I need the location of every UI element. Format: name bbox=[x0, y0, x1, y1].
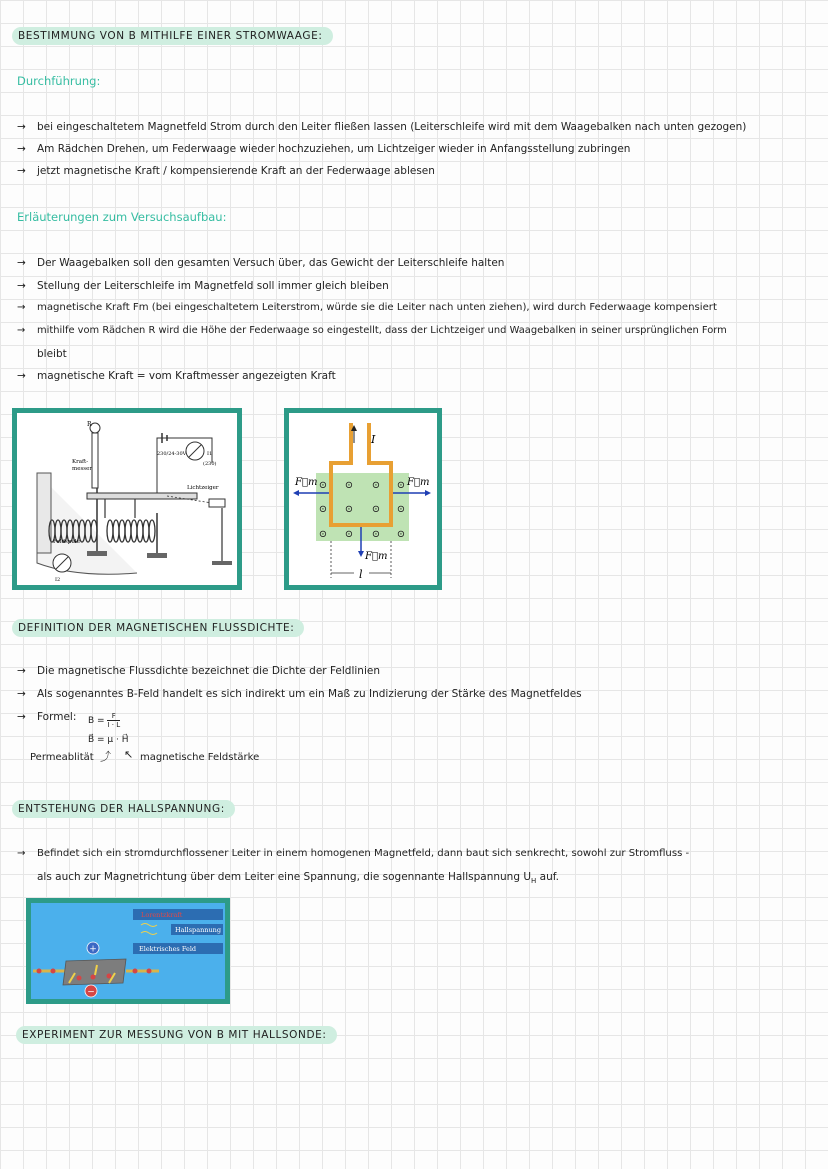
list-item: → magnetische Kraft = vom Kraftmesser angezeigten Kraft bbox=[17, 370, 336, 382]
label-force-right: F⃗m bbox=[407, 477, 430, 488]
list-item: → Befindet sich ein stromdurchflossener Leiter in einem homogenen Magnetfeld, dann baut sich senkrecht, sowohl zur Stromfluss - bbox=[17, 848, 690, 859]
figure-stromwaage-apparatus bbox=[12, 408, 242, 590]
list-item: → jetzt magnetische Kraft / kompensierende Kraft an der Federwaage ablesen bbox=[17, 165, 435, 177]
curved-arrow-icon: ⤴ bbox=[100, 750, 111, 763]
subheading-erlaeuterungen: Erläuterungen zum Versuchsaufbau: bbox=[17, 210, 227, 224]
label-force-left: F⃗m bbox=[295, 477, 318, 488]
list-item: → Stellung der Leiterschleife im Magnetfeld soll immer gleich bleiben bbox=[17, 280, 389, 292]
list-item: → Am Rädchen Drehen, um Federwaage wieder hochzuziehen, um Lichtzeiger wieder in Anfangsstellung zubringen bbox=[17, 143, 631, 155]
arrow-icon: → bbox=[17, 121, 26, 133]
svg-text:⊙: ⊙ bbox=[396, 504, 406, 515]
list-item-continuation: bleibt bbox=[37, 348, 67, 360]
svg-text:⊙: ⊙ bbox=[371, 504, 381, 515]
svg-text:⊙: ⊙ bbox=[344, 480, 354, 491]
section-heading-stromwaage: BESTIMMUNG VON B MITHILFE EINER STROMWAAGE: bbox=[12, 27, 333, 45]
label-r: R bbox=[87, 421, 92, 428]
arrow-icon: → bbox=[17, 711, 26, 723]
svg-text:⊙: ⊙ bbox=[344, 529, 354, 540]
label-voltage: 230/24-30V bbox=[157, 451, 187, 457]
arrow-icon: → bbox=[17, 848, 26, 859]
list-item: → bei eingeschaltetem Magnetfeld Strom durch den Leiter fließen lassen (Leiterschleife wird mit dem Waagebalken nach unten gezogen) bbox=[17, 121, 747, 133]
svg-text:Hallspannung: Hallspannung bbox=[175, 926, 221, 934]
section-heading-flussdichte: DEFINITION DER MAGNETISCHEN FLUSSDICHTE: bbox=[12, 619, 304, 637]
label-length: l bbox=[359, 568, 363, 581]
curved-arrow-icon: ↖ bbox=[124, 748, 134, 761]
list-item: → Die magnetische Flussdichte bezeichnet die Dichte der Feldlinien bbox=[17, 665, 380, 677]
svg-text:Elektrisches Feld: Elektrisches Feld bbox=[139, 945, 197, 953]
svg-text:⊙: ⊙ bbox=[396, 480, 406, 491]
list-item-continuation: als auch zur Magnetrichtung über dem Leiter eine Spannung, die sogennante Hallspannung $U_H$ auf. bbox=[37, 871, 559, 886]
list-item: → mithilfe vom Rädchen R wird die Höhe der Federwaage so eingestellt, dass der Lichtzeiger und Waagebalken in seiner ursprünglichen Form bbox=[17, 325, 727, 336]
svg-text:+: + bbox=[89, 944, 97, 955]
label-kraftmesser: Kraft- bbox=[72, 459, 89, 465]
list-item: → Formel: bbox=[17, 711, 77, 723]
label-permeabilitaet: Permeablität bbox=[30, 752, 94, 763]
label-lichtzeiger: Lichtzeiger bbox=[187, 485, 219, 491]
svg-text:⊙: ⊙ bbox=[396, 529, 406, 540]
svg-text:⊙: ⊙ bbox=[318, 504, 328, 515]
figure-hallspannung bbox=[26, 898, 230, 1004]
apparatus-drawing bbox=[17, 413, 237, 585]
label-force-bottom: F⃗m bbox=[365, 551, 388, 562]
section-heading-hallspannung: ENTSTEHUNG DER HALLSPANNUNG: bbox=[12, 800, 235, 818]
svg-text:⊙: ⊙ bbox=[371, 480, 381, 491]
arrow-icon: → bbox=[17, 688, 26, 700]
arrow-icon: → bbox=[17, 302, 26, 313]
subheading-durchfuehrung: Durchführung: bbox=[17, 74, 101, 88]
arrow-icon: → bbox=[17, 325, 26, 336]
figure-leiterschleife bbox=[284, 408, 442, 590]
label-amp: (230) bbox=[203, 461, 217, 467]
formula-b: B = $\frac{F}{I \cdot L}$ bbox=[88, 712, 121, 729]
label-feldspule: Feldspule bbox=[53, 539, 80, 545]
svg-text:⊙: ⊙ bbox=[371, 529, 381, 540]
arrow-icon: → bbox=[17, 280, 26, 292]
label-i1: I1 bbox=[207, 451, 213, 457]
svg-text:−: − bbox=[87, 987, 95, 998]
hall-plate bbox=[63, 959, 126, 985]
svg-text:⊙: ⊙ bbox=[318, 480, 328, 491]
list-item: → magnetische Kraft Fm (bei eingeschaltetem Leiterstrom, würde sie die Leiter nach unten ziehen), wird durch Federwaage kompensiert bbox=[17, 302, 717, 313]
label-i2: I2 bbox=[55, 577, 61, 583]
hall-effect-drawing bbox=[31, 903, 225, 999]
label-feldstaerke: magnetische Feldstärke bbox=[140, 752, 260, 763]
list-item: → Als sogenanntes B-Feld handelt es sich indirekt um ein Maß zu Indizierung der Stärke des Magnetfeldes bbox=[17, 688, 582, 700]
label-current: I bbox=[371, 433, 376, 446]
arrow-icon: → bbox=[17, 370, 26, 382]
arrow-icon: → bbox=[17, 257, 26, 269]
svg-text:⊙: ⊙ bbox=[344, 504, 354, 515]
formula-b-mu-h: B⃗ = μ · H⃗ bbox=[88, 735, 129, 745]
leiterschleife-drawing bbox=[289, 413, 437, 585]
svg-text:Lorentzkraft: Lorentzkraft bbox=[141, 911, 183, 919]
label-kraftmesser-2: messer bbox=[72, 466, 92, 472]
arrow-icon: → bbox=[17, 665, 26, 677]
section-heading-hallsonde: EXPERIMENT ZUR MESSUNG VON B MIT HALLSONDE: bbox=[16, 1026, 337, 1044]
arrow-icon: → bbox=[17, 165, 26, 177]
arrow-icon: → bbox=[17, 143, 26, 155]
list-item: → Der Waagebalken soll den gesamten Versuch über, das Gewicht der Leiterschleife halten bbox=[17, 257, 505, 269]
svg-text:⊙: ⊙ bbox=[318, 529, 328, 540]
